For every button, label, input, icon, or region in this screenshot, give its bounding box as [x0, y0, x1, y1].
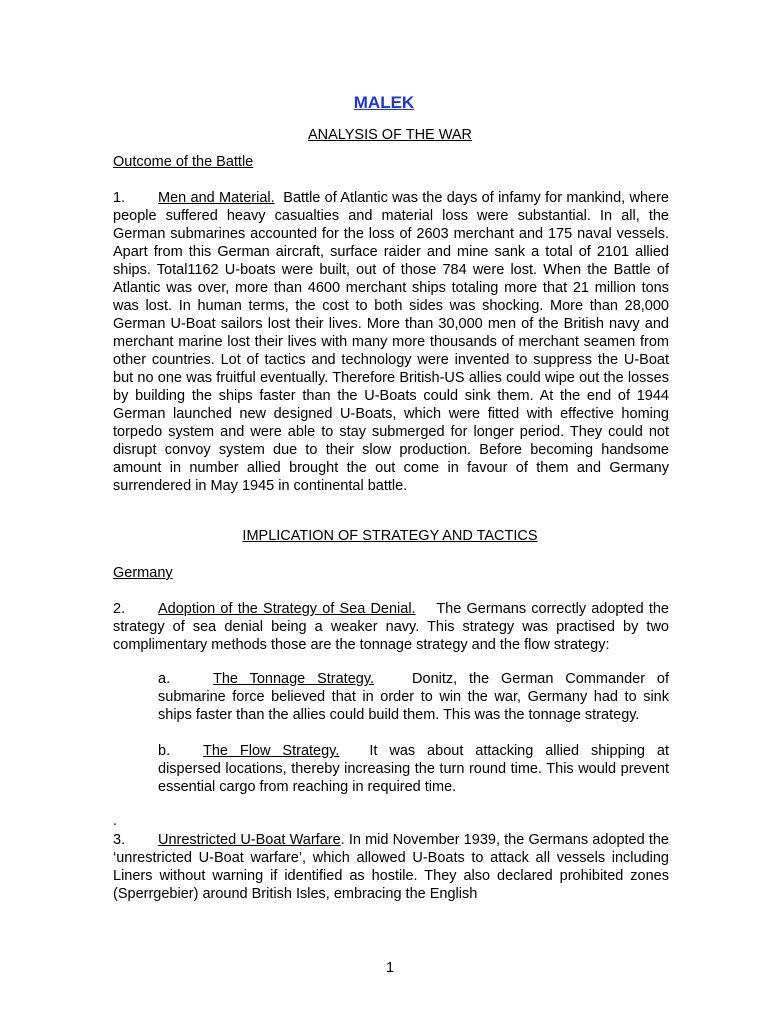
- subparagraph-letter: b.: [158, 743, 171, 759]
- subparagraph-heading: The Flow Strategy.: [203, 743, 340, 759]
- subparagraph-body: Donitz, the German Commander of submarine force believed that in order to win the war, Germany had to sink ships faster than the allies could build them. This was the tonnage strategy.: [158, 671, 669, 723]
- paragraph-1: [113, 189, 669, 495]
- section-heading-germany: Germany: [113, 565, 173, 581]
- paragraph-heading: Unrestricted U-Boat Warfare: [158, 832, 341, 848]
- paragraph-3: [113, 831, 669, 903]
- paragraph-number: 3.: [113, 832, 126, 848]
- paragraph-heading: Adoption of the Strategy of Sea Denial.: [158, 601, 416, 617]
- paragraph-body: The Germans correctly adopted the strategy of sea denial being a weaker navy. This strategy was practised by two complimentary methods those are the tonnage strategy and the flow strategy:: [113, 601, 669, 653]
- subparagraph-body: It was about attacking allied shipping at dispersed locations, thereby increasing the turn round time. This would prevent essential cargo from reaching in required time.: [158, 743, 669, 795]
- paragraph-body: Battle of Atlantic was the days of infamy for mankind, where people suffered heavy casualties and material loss were substantial. In all, the German submarines accounted for the loss of 2603 merchant and 175 naval vessels. Apart from this German aircraft, surface raider and mine sank a total of 2101 allied ships. Total1162 U-boats were built, out of those 784 were lost. When the Battle of Atlantic was over, more than 4600 merchant ships totaling more that 21 million tons was lost. In human terms, the cost to both sides was shocking. More than 28,000 German U-Boat sailors lost their lives. More than 30,000 men of the British navy and merchant marine lost their lives with many more thousands of merchant seamen from other countries. Lot of tactics and technology were invented to suppress the U-Boat but no one was fruitful eventually. Therefore British-US allies could wipe out the losses by building the ships faster than the U-Boats could sink them. At the end of 1944 German launched new designed U-Boats, which were fitted with effective homing torpedo system and were able to stay submerged for longer period. They could not disrupt convoy system due to their slow production. Before becoming handsome amount in number allied brought the out come in favour of them and Germany surrendered in May 1945 in continental battle.: [113, 190, 669, 494]
- document-title: MALEK: [353, 93, 415, 112]
- paragraph-heading: Men and Material.: [158, 190, 275, 206]
- subparagraph-heading: The Tonnage Strategy.: [213, 671, 375, 687]
- paragraph-number: 2.: [113, 601, 126, 617]
- page-number: 1: [385, 960, 395, 976]
- subparagraph-2b: [158, 742, 669, 796]
- section-heading-implication: IMPLICATION OF STRATEGY AND TACTICS: [242, 528, 538, 544]
- document-subtitle: ANALYSIS OF THE WAR: [307, 127, 473, 143]
- section-heading-outcome: Outcome of the Battle: [113, 154, 254, 170]
- subparagraph-2a: [158, 670, 669, 724]
- subparagraph-letter: a.: [158, 671, 171, 687]
- paragraph-2: [113, 600, 669, 654]
- stray-dot: .: [113, 813, 118, 829]
- paragraph-body: . In mid November 1939, the Germans adopted the ‘unrestricted U-Boat warfare’, which allowed U-Boats to attack all vessels including Liners without warning if identified as hostile. They also declared prohibited zones (Sperrgebier) around British Isles, embracing the English: [113, 832, 669, 902]
- paragraph-number: 1.: [113, 190, 126, 206]
